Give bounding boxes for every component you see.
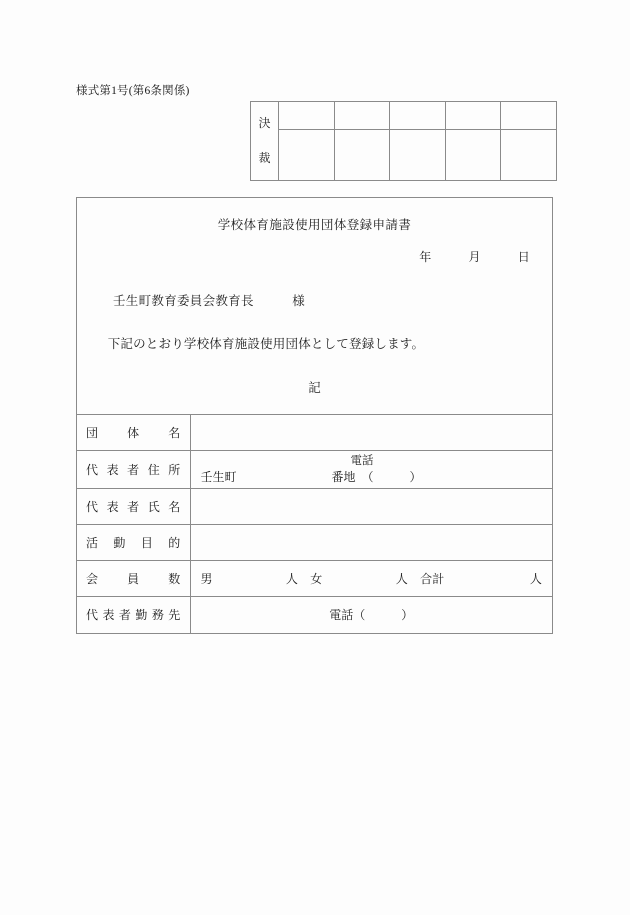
approval-stamp-cell[interactable] xyxy=(334,130,390,181)
approval-stamp-cell[interactable] xyxy=(279,130,335,181)
approval-stamp-cell[interactable] xyxy=(390,102,446,130)
address-banchi-line: 番地 （ ） xyxy=(331,470,422,484)
addressee-line: 壬生町教育委員会教育長 様 xyxy=(113,294,306,308)
row-value-rep-workplace[interactable] xyxy=(190,597,552,633)
member-count-line: 男 人 女 人 合計 人 xyxy=(200,572,543,586)
approval-stamp-label xyxy=(251,102,279,181)
row-label-group-name: 団体名 xyxy=(77,415,190,451)
table-row xyxy=(77,451,552,489)
row-label-member-count: 会員数 xyxy=(77,561,190,597)
table-row xyxy=(77,525,552,561)
approval-stamp-cell[interactable] xyxy=(445,102,501,130)
approval-stamp-cell[interactable] xyxy=(279,102,335,130)
statement-text: 下記のとおり学校体育施設使用団体として登録します。 xyxy=(95,337,425,351)
row-label-activity-purpose: 活動目的 xyxy=(77,525,190,561)
table-row xyxy=(77,597,552,633)
address-tel-label: 電話 xyxy=(350,455,374,467)
row-value-group-name[interactable] xyxy=(190,415,552,451)
row-value-activity-purpose[interactable] xyxy=(190,525,552,561)
registration-data-table xyxy=(77,414,552,633)
page-title: 学校体育施設使用団体登録申請書 xyxy=(217,218,412,232)
approval-stamp-row-top xyxy=(251,102,557,130)
approval-stamp-cell[interactable] xyxy=(445,130,501,181)
application-form-box xyxy=(76,197,553,634)
table-row xyxy=(77,489,552,525)
approval-stamp-label-char-2: 裁 xyxy=(258,150,271,165)
row-label-rep-workplace: 代表者勤務先 xyxy=(77,597,190,633)
row-label-rep-address: 代表者住所 xyxy=(77,451,190,489)
row-value-rep-address[interactable] xyxy=(190,451,552,489)
row-label-rep-name: 代表者氏名 xyxy=(77,489,190,525)
table-row xyxy=(77,415,552,451)
table-row xyxy=(77,561,552,597)
date-line[interactable]: 年 月 日 xyxy=(419,250,530,264)
workplace-tel-line: 電話（ ） xyxy=(329,608,414,623)
form-header-section xyxy=(77,198,552,414)
approval-stamp-label-char-1: 決 xyxy=(258,115,271,130)
approval-stamp-table xyxy=(250,101,557,181)
row-value-rep-name[interactable] xyxy=(190,489,552,525)
address-field-wrap xyxy=(199,451,545,488)
approval-stamp-cell[interactable] xyxy=(390,130,446,181)
approval-stamp-cell[interactable] xyxy=(501,102,557,130)
approval-stamp-cell[interactable] xyxy=(334,102,390,130)
row-value-member-count[interactable] xyxy=(190,561,552,597)
approval-stamp-cell[interactable] xyxy=(501,130,557,181)
address-town-prefix: 壬生町 xyxy=(200,470,237,484)
approval-stamp-row-bottom xyxy=(251,130,557,181)
ki-marker: 記 xyxy=(308,381,321,395)
form-number-label: 様式第1号(第6条関係) xyxy=(76,85,190,97)
